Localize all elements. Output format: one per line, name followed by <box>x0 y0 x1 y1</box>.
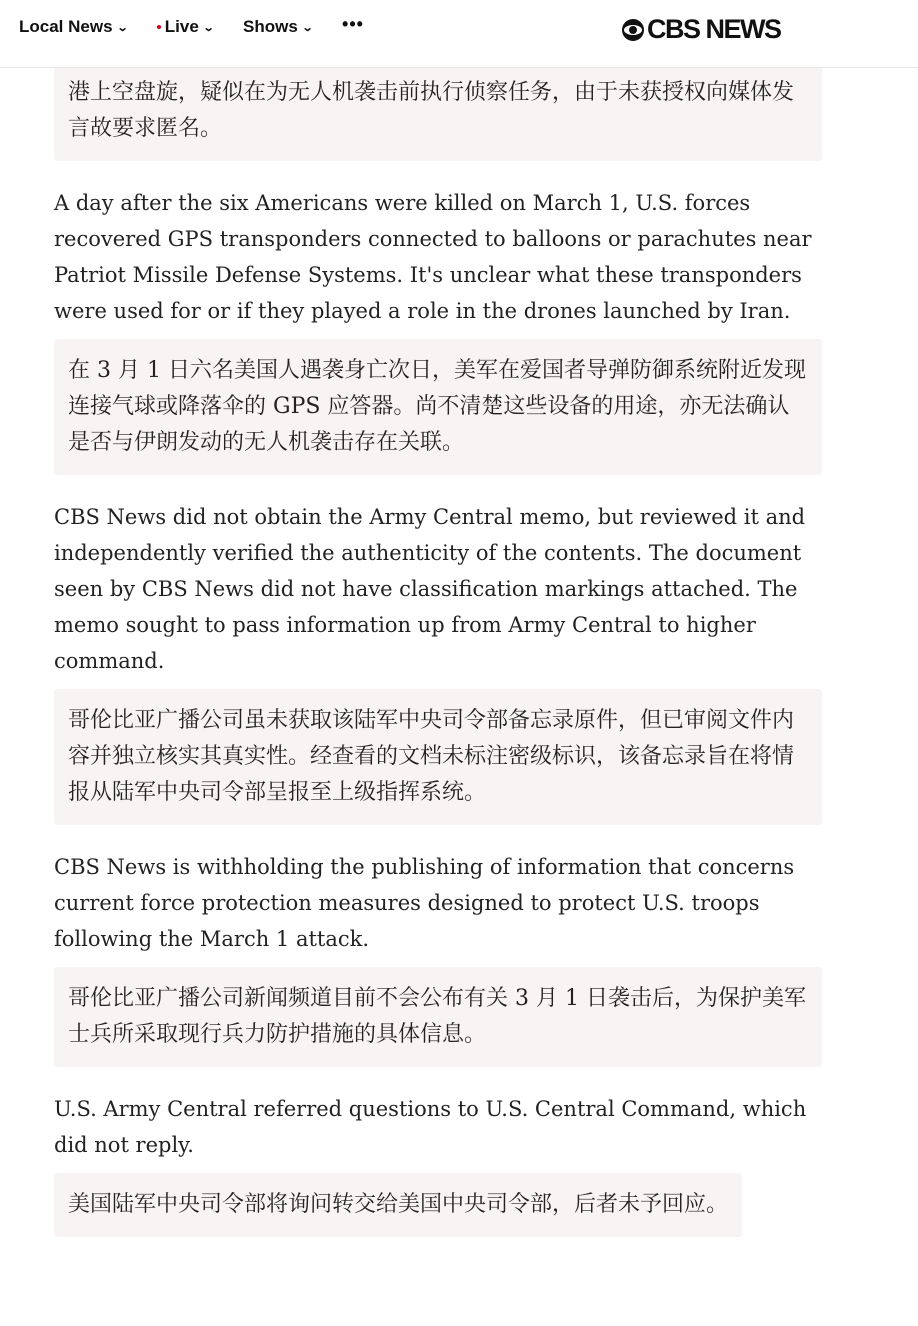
ellipsis-icon[interactable]: ••• <box>342 13 364 34</box>
translation-block: 哥伦比亚广播公司新闻频道目前不会公布有关 3 月 1 日袭击后，为保护美军士兵所采取现行兵力防护措施的具体信息。 <box>54 967 822 1067</box>
site-header <box>0 0 918 68</box>
logo-text: CBS NEWS <box>647 14 781 44</box>
nav-label: Shows <box>243 17 298 36</box>
cbs-news-logo[interactable] <box>622 14 781 45</box>
chevron-down-icon: ⌄ <box>202 21 215 34</box>
chevron-down-icon: ⌄ <box>301 21 314 34</box>
cbs-eye-icon <box>622 19 644 41</box>
translation-block: 在 3 月 1 日六名美国人遇袭身亡次日，美军在爱国者导弹防御系统附近发现连接气球或降落伞的 GPS 应答器。尚不清楚这些设备的用途，亦无法确认是否与伊朗发动的无人机袭击存在关联。 <box>54 339 822 475</box>
translation-block: 港上空盘旋，疑似在为无人机袭击前执行侦察任务，由于未获授权向媒体发言故要求匿名。 <box>54 61 822 161</box>
nav-label: Local News <box>19 17 113 36</box>
article-paragraph: U.S. Army Central referred questions to U.S. Central Command, which did not reply. <box>54 1097 807 1157</box>
article-body <box>54 61 822 1237</box>
live-dot-icon <box>157 25 161 29</box>
chevron-down-icon: ⌄ <box>116 21 129 34</box>
translation-block: 美国陆军中央司令部将询问转交给美国中央司令部，后者未予回应。 <box>54 1173 742 1237</box>
nav-label: Live <box>164 17 199 36</box>
nav-live[interactable] <box>157 17 213 37</box>
main-nav <box>19 13 394 37</box>
nav-shows[interactable] <box>243 17 312 37</box>
article-paragraph: CBS News did not obtain the Army Central memo, but reviewed it and independently verified the authenticity of the contents. The document seen by CBS News did not have classification markings attached. The memo sought to pass information up from Army Central to higher command. <box>54 505 806 673</box>
article-paragraph: A day after the six Americans were killed on March 1, U.S. forces recovered GPS transponders connected to balloons or parachutes near Patriot Missile Defense Systems. It's unclear what these transponders were used for or if they played a role in the drones launched by Iran. <box>54 191 812 323</box>
article-paragraph: CBS News is withholding the publishing of information that concerns current force protection measures designed to protect U.S. troops following the March 1 attack. <box>54 855 795 951</box>
translation-block: 哥伦比亚广播公司虽未获取该陆军中央司令部备忘录原件，但已审阅文件内容并独立核实其真实性。经查看的文档未标注密级标识，该备忘录旨在将情报从陆军中央司令部呈报至上级指挥系统。 <box>54 689 822 825</box>
nav-local-news[interactable] <box>19 17 127 37</box>
